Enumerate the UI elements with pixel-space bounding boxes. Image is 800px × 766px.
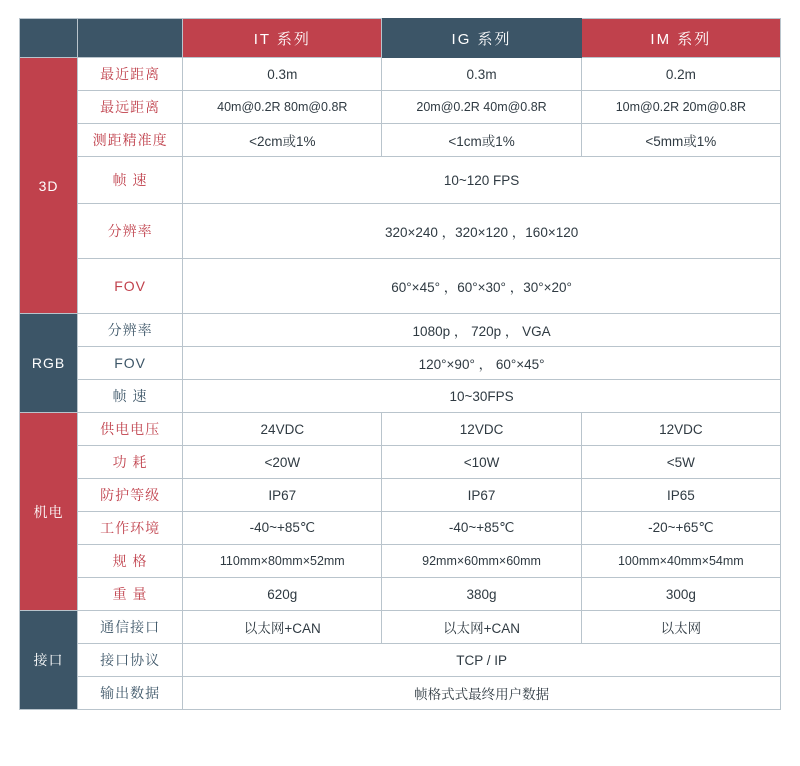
param-frame-rate-rgb: 帧 速 bbox=[78, 380, 183, 413]
table-row bbox=[20, 677, 781, 710]
table-row bbox=[20, 611, 781, 644]
value-im: IP65 bbox=[581, 479, 780, 512]
value-it: 40m@0.2R 80m@0.8R bbox=[183, 91, 382, 124]
table-header-row bbox=[20, 19, 781, 58]
value-all-series: 120°×90° ， 60°×45° bbox=[183, 347, 781, 380]
table-row bbox=[20, 545, 781, 578]
header-series-im: IM 系列 bbox=[581, 19, 780, 58]
value-it: <2cm或1% bbox=[183, 124, 382, 157]
value-all-series: 10~30FPS bbox=[183, 380, 781, 413]
value-im: 10m@0.2R 20m@0.8R bbox=[581, 91, 780, 124]
group-label-3d: 3D bbox=[20, 58, 78, 314]
value-it: -40~+85℃ bbox=[183, 512, 382, 545]
table-row bbox=[20, 58, 781, 91]
table-row bbox=[20, 314, 781, 347]
value-im: -20~+65℃ bbox=[581, 512, 780, 545]
table-row bbox=[20, 578, 781, 611]
table-row bbox=[20, 157, 781, 204]
value-ig: <1cm或1% bbox=[382, 124, 581, 157]
table-row bbox=[20, 479, 781, 512]
specification-table bbox=[19, 18, 781, 710]
value-ig: 12VDC bbox=[382, 413, 581, 446]
value-ig: IP67 bbox=[382, 479, 581, 512]
value-all-series: 320×240 ，320×120 ，160×120 bbox=[183, 204, 781, 259]
value-it: 110mm×80mm×52mm bbox=[183, 545, 382, 578]
param-operating-environment: 工作环境 bbox=[78, 512, 183, 545]
value-ig: 380g bbox=[382, 578, 581, 611]
table-row bbox=[20, 413, 781, 446]
header-series-it: IT 系列 bbox=[183, 19, 382, 58]
value-ig: -40~+85℃ bbox=[382, 512, 581, 545]
group-label-interface: 接口 bbox=[20, 611, 78, 710]
param-resolution-rgb: 分辨率 bbox=[78, 314, 183, 347]
value-all-series: 10~120 FPS bbox=[183, 157, 781, 204]
table-row bbox=[20, 644, 781, 677]
table-row bbox=[20, 446, 781, 479]
table-row bbox=[20, 124, 781, 157]
param-max-distance: 最远距离 bbox=[78, 91, 183, 124]
value-it: 以太网+CAN bbox=[183, 611, 382, 644]
param-min-distance: 最近距离 bbox=[78, 58, 183, 91]
value-ig: 92mm×60mm×60mm bbox=[382, 545, 581, 578]
header-series-ig: IG 系列 bbox=[382, 19, 581, 58]
param-power-consumption: 功 耗 bbox=[78, 446, 183, 479]
value-ig: 0.3m bbox=[382, 58, 581, 91]
param-interface-protocol: 接口协议 bbox=[78, 644, 183, 677]
table-row bbox=[20, 204, 781, 259]
table-row bbox=[20, 380, 781, 413]
param-resolution-3d: 分辨率 bbox=[78, 204, 183, 259]
param-fov-rgb: FOV bbox=[78, 347, 183, 380]
param-dimensions: 规 格 bbox=[78, 545, 183, 578]
group-label-electromechanical: 机电 bbox=[20, 413, 78, 611]
value-im: 100mm×40mm×54mm bbox=[581, 545, 780, 578]
group-label-rgb: RGB bbox=[20, 314, 78, 413]
param-fov-3d: FOV bbox=[78, 259, 183, 314]
value-it: 24VDC bbox=[183, 413, 382, 446]
value-it: IP67 bbox=[183, 479, 382, 512]
header-corner-blank bbox=[20, 19, 78, 58]
param-supply-voltage: 供电电压 bbox=[78, 413, 183, 446]
value-im: 以太网 bbox=[581, 611, 780, 644]
value-it: 0.3m bbox=[183, 58, 382, 91]
value-im: 12VDC bbox=[581, 413, 780, 446]
table-row bbox=[20, 347, 781, 380]
value-all-series: 60°×45° ，60°×30° ，30°×20° bbox=[183, 259, 781, 314]
param-protection-level: 防护等级 bbox=[78, 479, 183, 512]
value-im: 300g bbox=[581, 578, 780, 611]
table-row bbox=[20, 259, 781, 314]
param-frame-rate-3d: 帧 速 bbox=[78, 157, 183, 204]
param-output-data: 输出数据 bbox=[78, 677, 183, 710]
value-im: <5W bbox=[581, 446, 780, 479]
value-ig: <10W bbox=[382, 446, 581, 479]
value-all-series: 帧格式式最终用户数据 bbox=[183, 677, 781, 710]
header-corner-blank-2 bbox=[78, 19, 183, 58]
value-all-series: TCP / IP bbox=[183, 644, 781, 677]
param-weight: 重 量 bbox=[78, 578, 183, 611]
table-row bbox=[20, 512, 781, 545]
param-communication-interface: 通信接口 bbox=[78, 611, 183, 644]
value-ig: 以太网+CAN bbox=[382, 611, 581, 644]
param-range-accuracy: 测距精准度 bbox=[78, 124, 183, 157]
value-im: <5mm或1% bbox=[581, 124, 780, 157]
value-all-series: 1080p ， 720p ， VGA bbox=[183, 314, 781, 347]
value-it: <20W bbox=[183, 446, 382, 479]
value-it: 620g bbox=[183, 578, 382, 611]
table-row bbox=[20, 91, 781, 124]
value-im: 0.2m bbox=[581, 58, 780, 91]
value-ig: 20m@0.2R 40m@0.8R bbox=[382, 91, 581, 124]
